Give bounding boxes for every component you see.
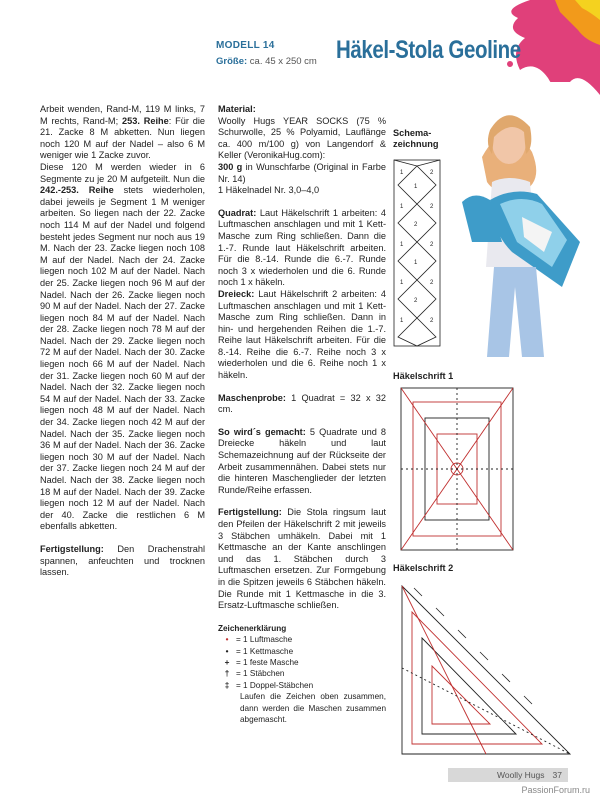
- text: Die Stola ringsum laut den Pfeilen der Häkelschrift 2 mit jeweils 3 Stäbchen umhäkeln. Dabei mit 1 Kettmasche an der Kante anschlingen und das 1. Stäbchen durch 3 Luftmaschen ersetzen. Zur Formgebung in die Spitzen jeweils 6 Stäbchen häkeln. Die Runde mit 1 Kettmasche in die 3. Ersatz-Luftmasche schließen.: [218, 507, 386, 611]
- legend-note: Laufen die Zeichen oben zusammen, dann werden die Maschen zusammen abgemascht.: [240, 692, 386, 724]
- schema-mark: 1: [400, 280, 404, 286]
- legend-item: [218, 657, 386, 668]
- text: Arbeit wenden, Rand-M, 119 M links, 7 M rechts, Rand-M;: [40, 104, 205, 126]
- text: stets wiederholen, dabei jeweils je Segment 1 M weniger arbeiten. So liegen nach der 22. Zacke noch 114 M auf der Nadel und folgend besteht jedes Segment nur noch aus 19 M. Nach der 23. Zacke liegen noch 108 M auf der Nadel. Nach der 24. Zacke liegen noch 102 M auf der Nadel. Nach der 25. Zacke liegen noch 96 M auf der Nadel. Nach der 26. Zacke liegen noch 90 M auf der Nadel. Nach der 27. Zacke liegen noch 84 M auf der Nadel. Nach der 28. Zacke liegen noch 78 M auf der Nadel. Nach der 29. Zacke liegen noch 72 M auf der Nadel. Nach der 30. Zacke liegen noch 66 M auf der Nadel. Nach der 31. Zacke liegen noch 60 M auf der Nadel. Nach der 32. Zacke liegen noch 54 M auf der Nadel. Nach der 33. Zacke liegen noch 48 M auf der Nadel. Nach der 34. Zacke liegen noch 42 M auf der Nadel. Nach der 35. Zacke liegen noch 36 M auf der Nadel. Nach der 36. Zacke liegen noch 30 M auf der Nadel. Nach der 37. Zacke liegen noch 24 M auf der Nadel. Nach der 38. Zacke liegen noch 18 M auf der Nadel. Nach der 39. Zacke liegen noch 12 M auf der Nadel. Nach der 40. Zacke die restlichen 6 M ebenfalls abketten.: [40, 185, 205, 532]
- text: in Wunschfarbe (Original in Farbe Nr. 14): [218, 161, 387, 184]
- section-heading: Fertigstellung:: [218, 507, 282, 518]
- slip-stitch-icon: •: [225, 646, 229, 656]
- schema-mark: 1: [414, 260, 418, 266]
- quadrat-section: [218, 208, 386, 382]
- legend-item: [218, 646, 386, 657]
- legend-item: [218, 634, 386, 645]
- text: Woolly Hugs YEAR SOCKS (75 % Schurwolle, 25 % Polyamid, Lauflänge ca. 400 m/100 g) von Langendorf & Keller (VeronikaHug.com):: [218, 115, 386, 161]
- label-line: Schema-: [393, 128, 432, 138]
- page-footer: [448, 768, 568, 782]
- row-label: 242.-253. Reihe: [40, 185, 114, 196]
- page-number: 37: [552, 770, 562, 780]
- gauge-section: [218, 393, 386, 416]
- symbol-legend: [218, 623, 386, 726]
- legend-item: [218, 680, 386, 691]
- schema-mark: 2: [414, 298, 418, 304]
- chart-1-label: Häkelschrift 1: [393, 371, 454, 381]
- schema-mark: 1: [414, 184, 418, 190]
- crochet-chart-2: [396, 578, 576, 758]
- watermark: PassionForum.ru: [521, 785, 590, 795]
- double-crochet-icon: †: [224, 669, 230, 679]
- paragraph: [40, 544, 205, 579]
- schema-mark: 2: [414, 222, 418, 228]
- section-heading: Material:: [218, 104, 256, 114]
- text: 300 g: [218, 161, 243, 172]
- text: : Für die 21. Zacke 8 M abketten. Nun liegen noch 120 M auf der Nadel – also 6 M weniger wie 1 Zacke zuvor.: [40, 115, 206, 161]
- text: 5 Quadrate und 8 Dreiecke häkeln und laut Schemazeichnung auf der Rückseite der Arbeit zusammennähen. Dabei stets nur die hinteren Maschenglieder der letzten Runde/Reihe erfassen.: [218, 426, 386, 495]
- text: Den Drachenstrahl spannen, anfeuchten und trocknen lassen.: [40, 543, 205, 578]
- model-photo: [452, 82, 580, 357]
- schema-mark: 2: [430, 170, 434, 176]
- text: 1 Häkelnadel Nr. 3,0–4,0: [218, 185, 320, 196]
- schema-mark: 2: [430, 242, 434, 248]
- instructions-column-2: [218, 104, 386, 725]
- schema-mark: 2: [430, 204, 434, 210]
- schema-mark: 2: [430, 318, 434, 324]
- single-crochet-icon: +: [224, 657, 230, 667]
- section-heading: Dreieck:: [218, 288, 255, 299]
- size-label: Größe:: [216, 56, 248, 67]
- schema-mark: 1: [400, 318, 404, 324]
- legend-label: = 1 feste Masche: [236, 657, 299, 667]
- text: 1 Quadrat = 32 x 32 cm.: [218, 392, 386, 415]
- text: Laut Häkelschrift 1 arbeiten: 4 Luftmaschen anschlagen und mit 1 Kett-Masche zum Ring schließen. Dann die 1.-7. Runde laut Häkelschrift arbeiten. Für die 8.-14. Runde die 6.-7. Runde noch 3 x wiederholen und die 6. Runde noch 1 x häkeln.: [218, 207, 386, 288]
- material-section: [218, 104, 386, 197]
- treble-crochet-icon: ‡: [224, 680, 230, 690]
- legend-label: = 1 Stäbchen: [236, 669, 285, 679]
- text: Diese 120 M werden wieder in 6 Segmente zu je 20 M aufgeteilt. Nun die: [40, 161, 205, 184]
- section-heading: So wird´s gemacht:: [218, 426, 306, 437]
- chain-stitch-icon: •: [225, 635, 229, 645]
- article-header: [216, 40, 317, 67]
- legend-item: [218, 668, 386, 679]
- section-heading: Quadrat:: [218, 207, 257, 218]
- finishing-section: [218, 507, 386, 611]
- section-heading: Maschenprobe:: [218, 392, 286, 403]
- page-title: Häkel-Stola Geoline: [336, 36, 521, 64]
- section-heading: Fertigstellung:: [40, 543, 104, 554]
- schema-mark: 1: [400, 204, 404, 210]
- size-info: [216, 56, 317, 67]
- legend-label: = 1 Kettmasche: [236, 646, 294, 656]
- label-line: zeichnung: [393, 139, 439, 149]
- crochet-chart-1: [397, 384, 517, 554]
- text: Laut Häkelschrift 2 arbeiten: 4 Luftmaschen anschlagen und mit 1 Kett-Masche zum Ring schließen. Dann in hin- und hergehenden Reihen die 1.-7. Reihe laut Häkelschrift arbeiten. Für die 8.-14. Reihe die 6.-7. Reihe noch 3 x wiederholen und die 6. Reihe noch 1 x häkeln.: [218, 288, 386, 381]
- size-value: ca. 45 x 250 cm: [249, 56, 317, 67]
- paragraph: [40, 104, 205, 533]
- schema-mark: 1: [400, 242, 404, 248]
- row-label: 253. Reihe: [121, 115, 169, 126]
- assembly-diagram: [392, 158, 442, 348]
- chart-2-label: Häkelschrift 2: [393, 563, 454, 573]
- schema-mark: 1: [400, 170, 404, 176]
- footer-brand: Woolly Hugs: [496, 770, 545, 780]
- schema-label: [393, 128, 438, 150]
- schema-mark: 2: [430, 280, 434, 286]
- assembly-section: [218, 427, 386, 497]
- model-number: MODELL 14: [216, 40, 275, 51]
- legend-label: = 1 Doppel-Stäbchen: [236, 680, 314, 690]
- legend-title: Zeichenerklärung: [218, 623, 287, 633]
- instructions-column-1: [40, 104, 205, 590]
- legend-label: = 1 Luftmasche: [236, 635, 293, 645]
